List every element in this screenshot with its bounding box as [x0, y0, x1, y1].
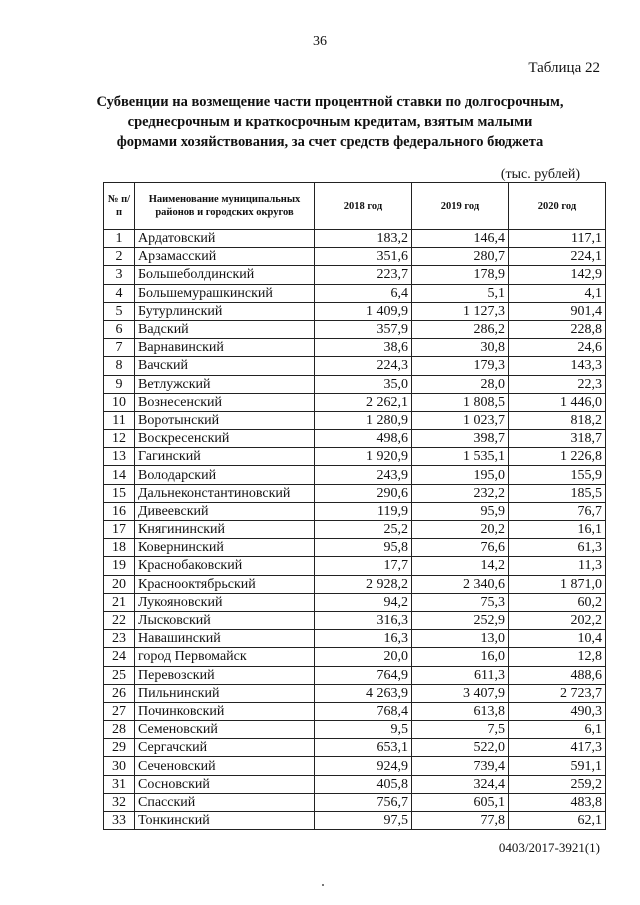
table-row [104, 539, 606, 557]
table-row [104, 630, 606, 648]
row-number: 31 [104, 775, 135, 793]
value-2018: 35,0 [315, 375, 412, 393]
row-number: 19 [104, 557, 135, 575]
value-2018: 924,9 [315, 757, 412, 775]
value-2018: 2 928,2 [315, 575, 412, 593]
value-2019: 20,2 [412, 521, 509, 539]
units-note: (тыс. рублей) [500, 167, 580, 182]
table-header-row [104, 183, 606, 230]
table-row [104, 757, 606, 775]
row-number: 18 [104, 539, 135, 557]
table-row [104, 430, 606, 448]
table-row [104, 284, 606, 302]
value-2020: 417,3 [509, 739, 606, 757]
value-2019: 13,0 [412, 630, 509, 648]
header-name: Наименование муниципальных районов и городских округов [135, 183, 315, 230]
row-number: 11 [104, 411, 135, 429]
row-number: 2 [104, 248, 135, 266]
value-2020: 483,8 [509, 793, 606, 811]
district-name: Арзамасский [135, 248, 315, 266]
table-row [104, 411, 606, 429]
district-name: Навашинский [135, 630, 315, 648]
row-number: 27 [104, 702, 135, 720]
value-2020: 318,7 [509, 430, 606, 448]
district-name: Дивеевский [135, 502, 315, 520]
district-name: Вадский [135, 320, 315, 338]
title-line: Субвенции на возмещение части процентной ставки по долгосрочным, [96, 94, 564, 110]
table-row [104, 502, 606, 520]
value-2020: 259,2 [509, 775, 606, 793]
district-name: город Первомайск [135, 648, 315, 666]
district-name: Володарский [135, 466, 315, 484]
value-2018: 38,6 [315, 339, 412, 357]
value-2018: 223,7 [315, 266, 412, 284]
value-2019: 30,8 [412, 339, 509, 357]
value-2018: 764,9 [315, 666, 412, 684]
row-number: 26 [104, 684, 135, 702]
value-2018: 290,6 [315, 484, 412, 502]
row-number: 5 [104, 302, 135, 320]
value-2020: 142,9 [509, 266, 606, 284]
table-row [104, 557, 606, 575]
value-2020: 901,4 [509, 302, 606, 320]
value-2018: 6,4 [315, 284, 412, 302]
row-number: 23 [104, 630, 135, 648]
table-row [104, 721, 606, 739]
value-2020: 185,5 [509, 484, 606, 502]
value-2020: 1 871,0 [509, 575, 606, 593]
value-2019: 252,9 [412, 611, 509, 629]
value-2018: 17,7 [315, 557, 412, 575]
value-2018: 357,9 [315, 320, 412, 338]
value-2019: 398,7 [412, 430, 509, 448]
value-2018: 351,6 [315, 248, 412, 266]
value-2018: 183,2 [315, 230, 412, 248]
table-title [60, 92, 600, 152]
district-name: Лукояновский [135, 593, 315, 611]
title-line: формами хозяйствования, за счет средств федерального бюджета [116, 134, 544, 150]
value-2020: 11,3 [509, 557, 606, 575]
value-2020: 490,3 [509, 702, 606, 720]
value-2018: 9,5 [315, 721, 412, 739]
value-2019: 178,9 [412, 266, 509, 284]
table-row [104, 702, 606, 720]
value-2020: 24,6 [509, 339, 606, 357]
value-2019: 1 535,1 [412, 448, 509, 466]
value-2019: 75,3 [412, 593, 509, 611]
value-2018: 405,8 [315, 775, 412, 793]
table-row [104, 739, 606, 757]
value-2018: 756,7 [315, 793, 412, 811]
value-2020: 1 226,8 [509, 448, 606, 466]
value-2018: 316,3 [315, 611, 412, 629]
district-name: Большемурашкинский [135, 284, 315, 302]
value-2020: 61,3 [509, 539, 606, 557]
value-2019: 14,2 [412, 557, 509, 575]
district-name: Дальнеконстантиновский [135, 484, 315, 502]
value-2019: 613,8 [412, 702, 509, 720]
row-number: 14 [104, 466, 135, 484]
table-row [104, 393, 606, 411]
row-number: 25 [104, 666, 135, 684]
value-2020: 224,1 [509, 248, 606, 266]
value-2019: 1 023,7 [412, 411, 509, 429]
header-2018: 2018 год [315, 183, 412, 230]
district-name: Варнавинский [135, 339, 315, 357]
page-number: 36 [313, 34, 327, 49]
value-2020: 143,3 [509, 357, 606, 375]
value-2018: 1 920,9 [315, 448, 412, 466]
value-2020: 10,4 [509, 630, 606, 648]
value-2019: 522,0 [412, 739, 509, 757]
value-2019: 1 127,3 [412, 302, 509, 320]
table-row [104, 320, 606, 338]
value-2019: 2 340,6 [412, 575, 509, 593]
row-number: 4 [104, 284, 135, 302]
value-2018: 119,9 [315, 502, 412, 520]
value-2020: 117,1 [509, 230, 606, 248]
district-name: Ардатовский [135, 230, 315, 248]
row-number: 13 [104, 448, 135, 466]
value-2019: 76,6 [412, 539, 509, 557]
table-row [104, 248, 606, 266]
row-number: 9 [104, 375, 135, 393]
row-number: 10 [104, 393, 135, 411]
value-2018: 16,3 [315, 630, 412, 648]
district-name: Бутурлинский [135, 302, 315, 320]
value-2020: 60,2 [509, 593, 606, 611]
table-row [104, 521, 606, 539]
district-name: Лысковский [135, 611, 315, 629]
value-2020: 2 723,7 [509, 684, 606, 702]
value-2019: 611,3 [412, 666, 509, 684]
value-2019: 16,0 [412, 648, 509, 666]
row-number: 22 [104, 611, 135, 629]
district-name: Спасский [135, 793, 315, 811]
row-number: 8 [104, 357, 135, 375]
table-row [104, 448, 606, 466]
district-name: Вачский [135, 357, 315, 375]
value-2020: 76,7 [509, 502, 606, 520]
value-2020: 1 446,0 [509, 393, 606, 411]
value-2019: 179,3 [412, 357, 509, 375]
value-2018: 94,2 [315, 593, 412, 611]
row-number: 16 [104, 502, 135, 520]
value-2019: 280,7 [412, 248, 509, 266]
value-2018: 1 409,9 [315, 302, 412, 320]
table-row [104, 793, 606, 811]
row-number: 7 [104, 339, 135, 357]
district-name: Воскресенский [135, 430, 315, 448]
table-row [104, 684, 606, 702]
table-body [104, 230, 606, 830]
district-name: Вознесенский [135, 393, 315, 411]
district-name: Большеболдинский [135, 266, 315, 284]
district-name: Сергачский [135, 739, 315, 757]
value-2020: 22,3 [509, 375, 606, 393]
row-number: 6 [104, 320, 135, 338]
value-2018: 224,3 [315, 357, 412, 375]
value-2019: 739,4 [412, 757, 509, 775]
value-2018: 243,9 [315, 466, 412, 484]
row-number: 28 [104, 721, 135, 739]
value-2018: 1 280,9 [315, 411, 412, 429]
header-2019: 2019 год [412, 183, 509, 230]
row-number: 21 [104, 593, 135, 611]
row-number: 15 [104, 484, 135, 502]
value-2019: 232,2 [412, 484, 509, 502]
value-2020: 6,1 [509, 721, 606, 739]
value-2020: 591,1 [509, 757, 606, 775]
value-2019: 28,0 [412, 375, 509, 393]
header-num: № п/п [104, 183, 135, 230]
row-number: 3 [104, 266, 135, 284]
value-2020: 818,2 [509, 411, 606, 429]
table-row [104, 266, 606, 284]
value-2020: 202,2 [509, 611, 606, 629]
row-number: 33 [104, 812, 135, 830]
subsidies-table [103, 182, 606, 830]
district-name: Сеченовский [135, 757, 315, 775]
value-2020: 62,1 [509, 812, 606, 830]
table-row [104, 593, 606, 611]
district-name: Гагинский [135, 448, 315, 466]
footer-mark [322, 884, 324, 886]
table-row [104, 230, 606, 248]
district-name: Починковский [135, 702, 315, 720]
value-2020: 16,1 [509, 521, 606, 539]
title-line: среднесрочным и краткосрочным кредитам, взятым малыми [127, 114, 533, 130]
value-2020: 155,9 [509, 466, 606, 484]
table-row [104, 575, 606, 593]
table-row [104, 375, 606, 393]
value-2018: 95,8 [315, 539, 412, 557]
table-row [104, 611, 606, 629]
table-row [104, 339, 606, 357]
header-2020: 2020 год [509, 183, 606, 230]
value-2019: 324,4 [412, 775, 509, 793]
value-2018: 25,2 [315, 521, 412, 539]
value-2019: 77,8 [412, 812, 509, 830]
district-name: Тонкинский [135, 812, 315, 830]
value-2020: 228,8 [509, 320, 606, 338]
value-2018: 653,1 [315, 739, 412, 757]
row-number: 17 [104, 521, 135, 539]
district-name: Ветлужский [135, 375, 315, 393]
value-2020: 488,6 [509, 666, 606, 684]
table-row [104, 357, 606, 375]
value-2019: 605,1 [412, 793, 509, 811]
value-2018: 2 262,1 [315, 393, 412, 411]
value-2020: 4,1 [509, 284, 606, 302]
value-2019: 5,1 [412, 284, 509, 302]
value-2019: 195,0 [412, 466, 509, 484]
value-2018: 4 263,9 [315, 684, 412, 702]
table-row [104, 666, 606, 684]
district-name: Пильнинский [135, 684, 315, 702]
district-name: Ковернинский [135, 539, 315, 557]
value-2019: 286,2 [412, 320, 509, 338]
table-row [104, 466, 606, 484]
row-number: 20 [104, 575, 135, 593]
table-row [104, 775, 606, 793]
value-2019: 7,5 [412, 721, 509, 739]
district-name: Краснооктябрьский [135, 575, 315, 593]
district-name: Сосновский [135, 775, 315, 793]
row-number: 29 [104, 739, 135, 757]
row-number: 24 [104, 648, 135, 666]
row-number: 12 [104, 430, 135, 448]
table-row [104, 812, 606, 830]
value-2018: 20,0 [315, 648, 412, 666]
value-2018: 498,6 [315, 430, 412, 448]
value-2019: 95,9 [412, 502, 509, 520]
document-code: 0403/2017-3921(1) [498, 840, 600, 855]
table-row [104, 302, 606, 320]
district-name: Краснобаковский [135, 557, 315, 575]
table-row [104, 648, 606, 666]
row-number: 30 [104, 757, 135, 775]
table-label: Таблица 22 [528, 60, 600, 76]
value-2019: 1 808,5 [412, 393, 509, 411]
row-number: 1 [104, 230, 135, 248]
value-2018: 97,5 [315, 812, 412, 830]
value-2020: 12,8 [509, 648, 606, 666]
value-2018: 768,4 [315, 702, 412, 720]
row-number: 32 [104, 793, 135, 811]
district-name: Перевозский [135, 666, 315, 684]
value-2019: 3 407,9 [412, 684, 509, 702]
district-name: Семеновский [135, 721, 315, 739]
table-row [104, 484, 606, 502]
district-name: Княгининский [135, 521, 315, 539]
district-name: Воротынский [135, 411, 315, 429]
value-2019: 146,4 [412, 230, 509, 248]
